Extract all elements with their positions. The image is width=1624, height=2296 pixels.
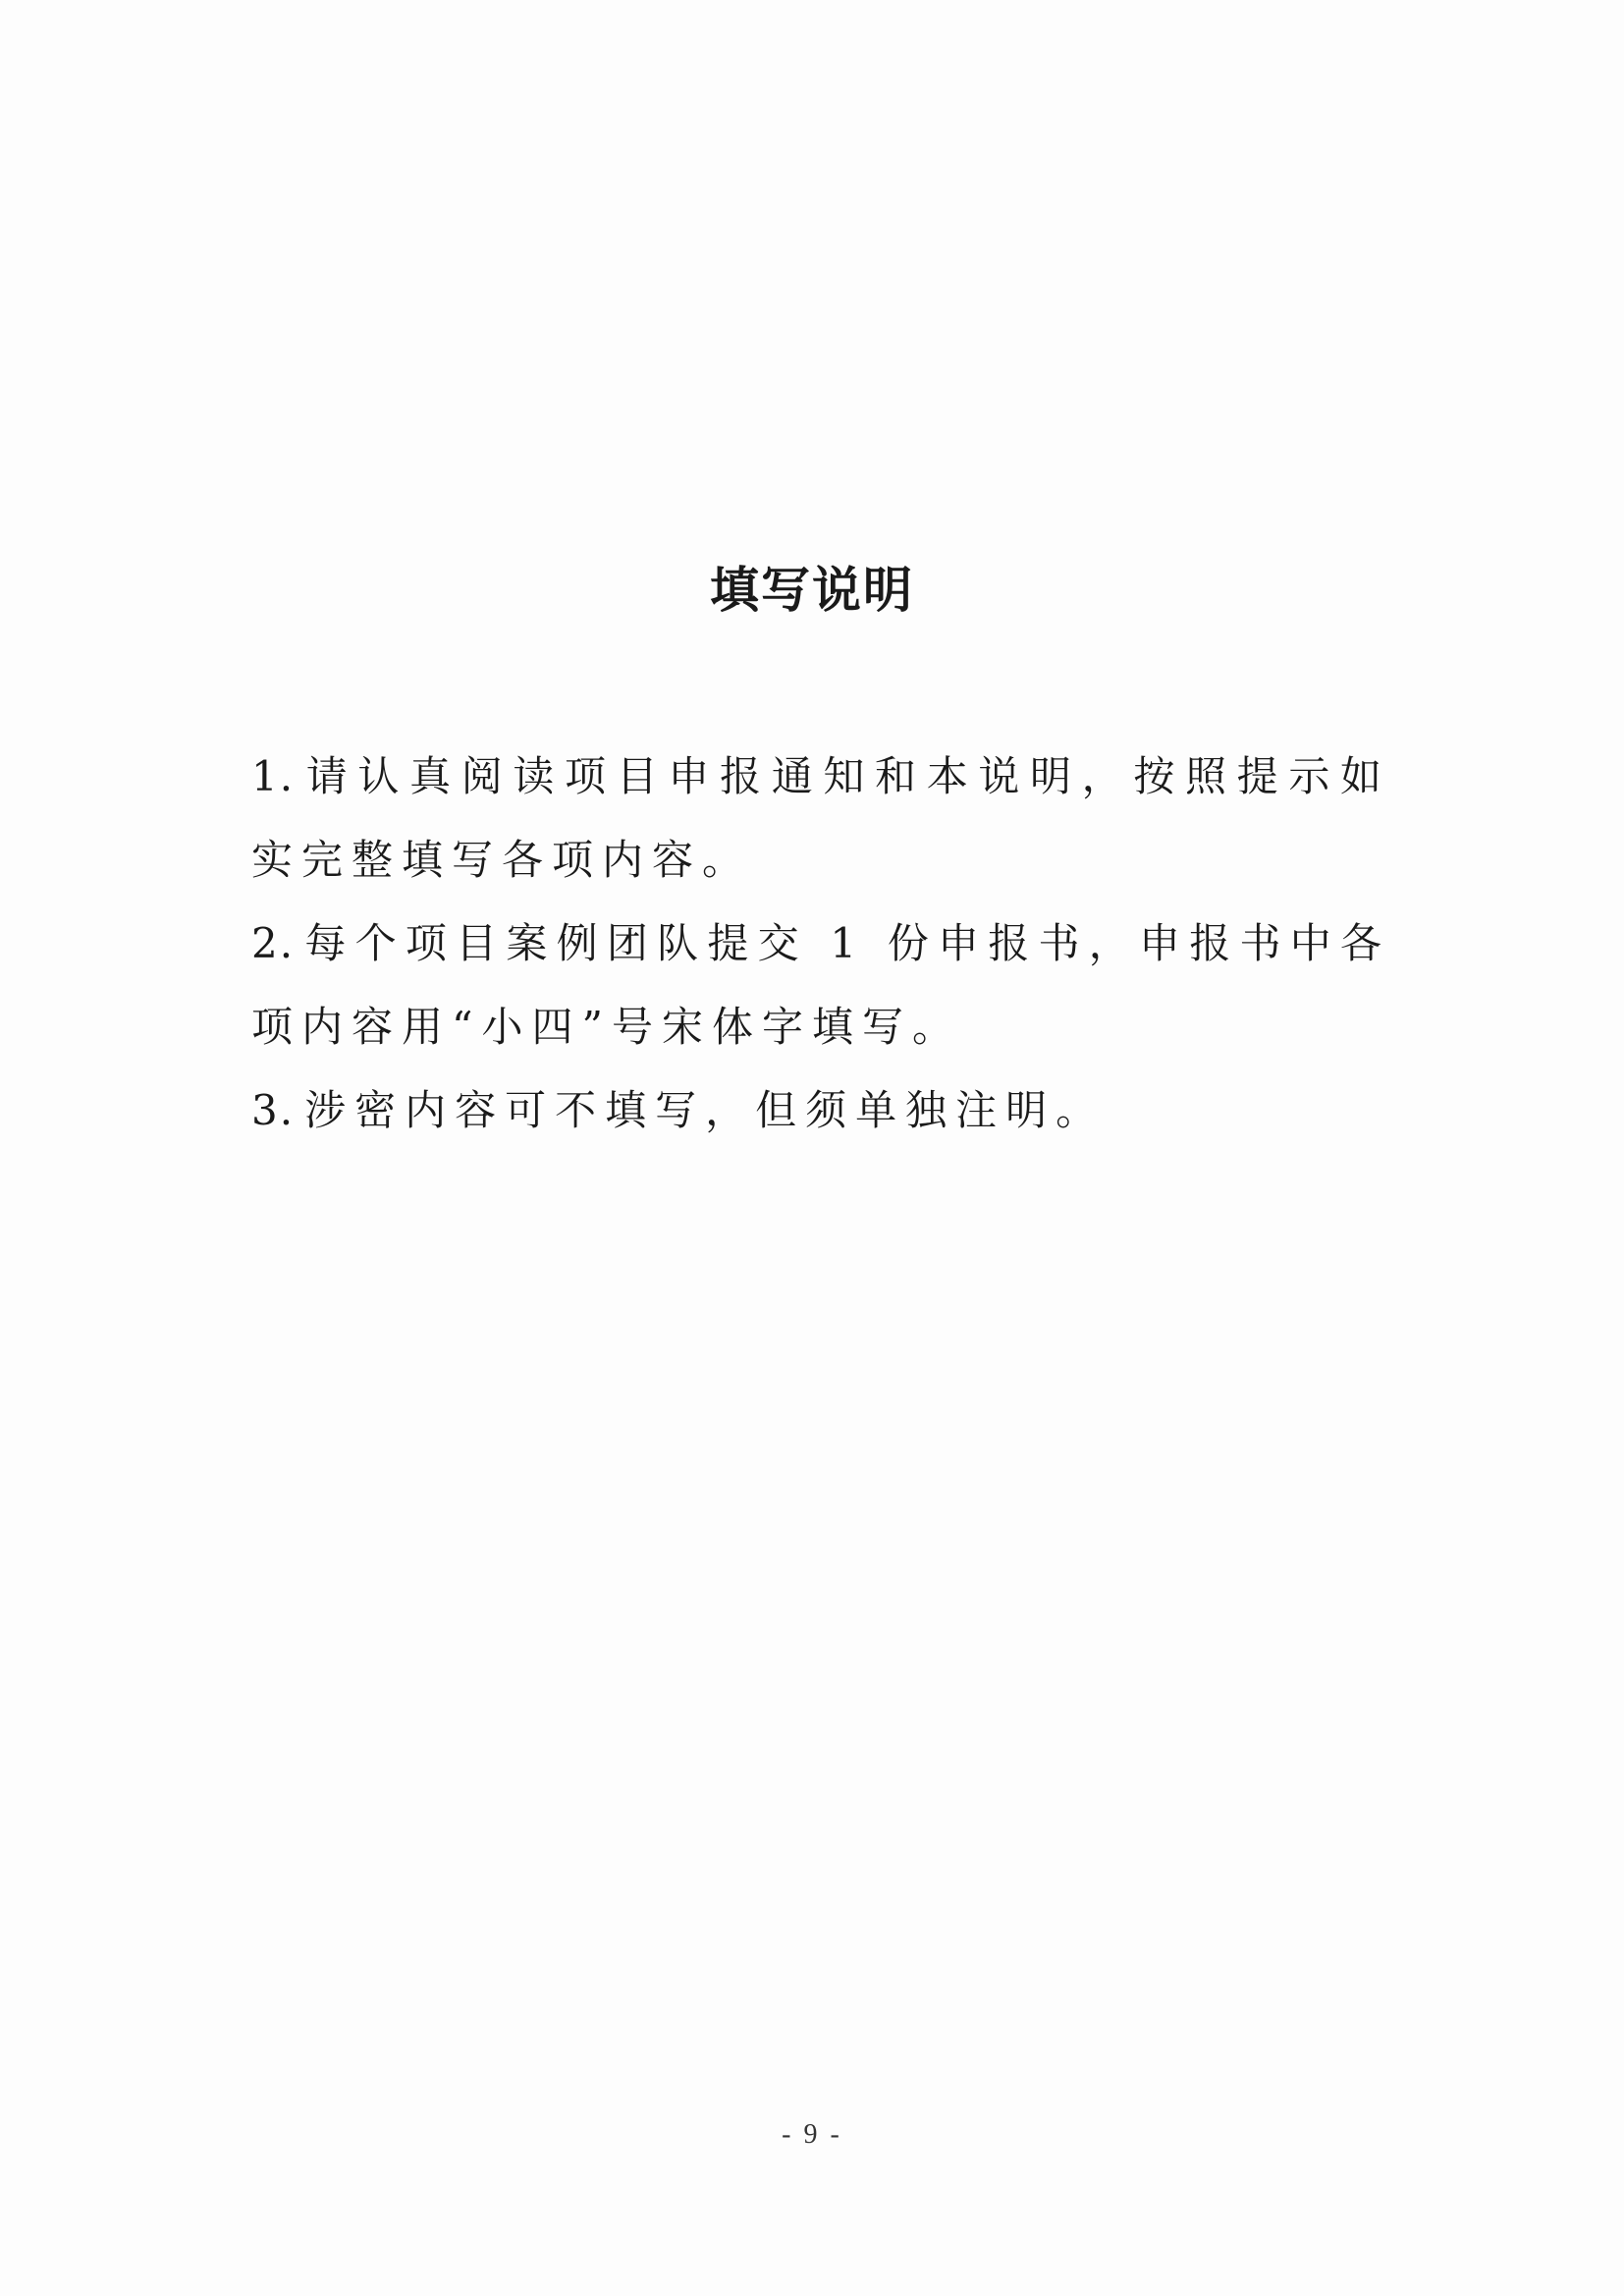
item-text: 每个项目案例团队提交 1 份申报书，申报书中各项内容用“小四”号宋体字填写。 [251, 919, 1390, 1051]
list-item [251, 902, 1390, 1068]
page-title: 填写说明 [710, 562, 914, 619]
item-number: 1. [251, 752, 296, 800]
item-number: 3. [251, 1086, 296, 1134]
item-number: 2. [251, 919, 296, 967]
item-text: 涉密内容可不填写，但须单独注明。 [304, 1086, 1107, 1134]
page-number: - 9 - [782, 2119, 842, 2150]
item-text: 请认真阅读项目申报通知和本说明，按照提示如实完整填写各项内容。 [251, 752, 1390, 884]
instruction-list [251, 735, 1390, 1152]
list-item [251, 735, 1390, 902]
list-item [251, 1068, 1390, 1152]
